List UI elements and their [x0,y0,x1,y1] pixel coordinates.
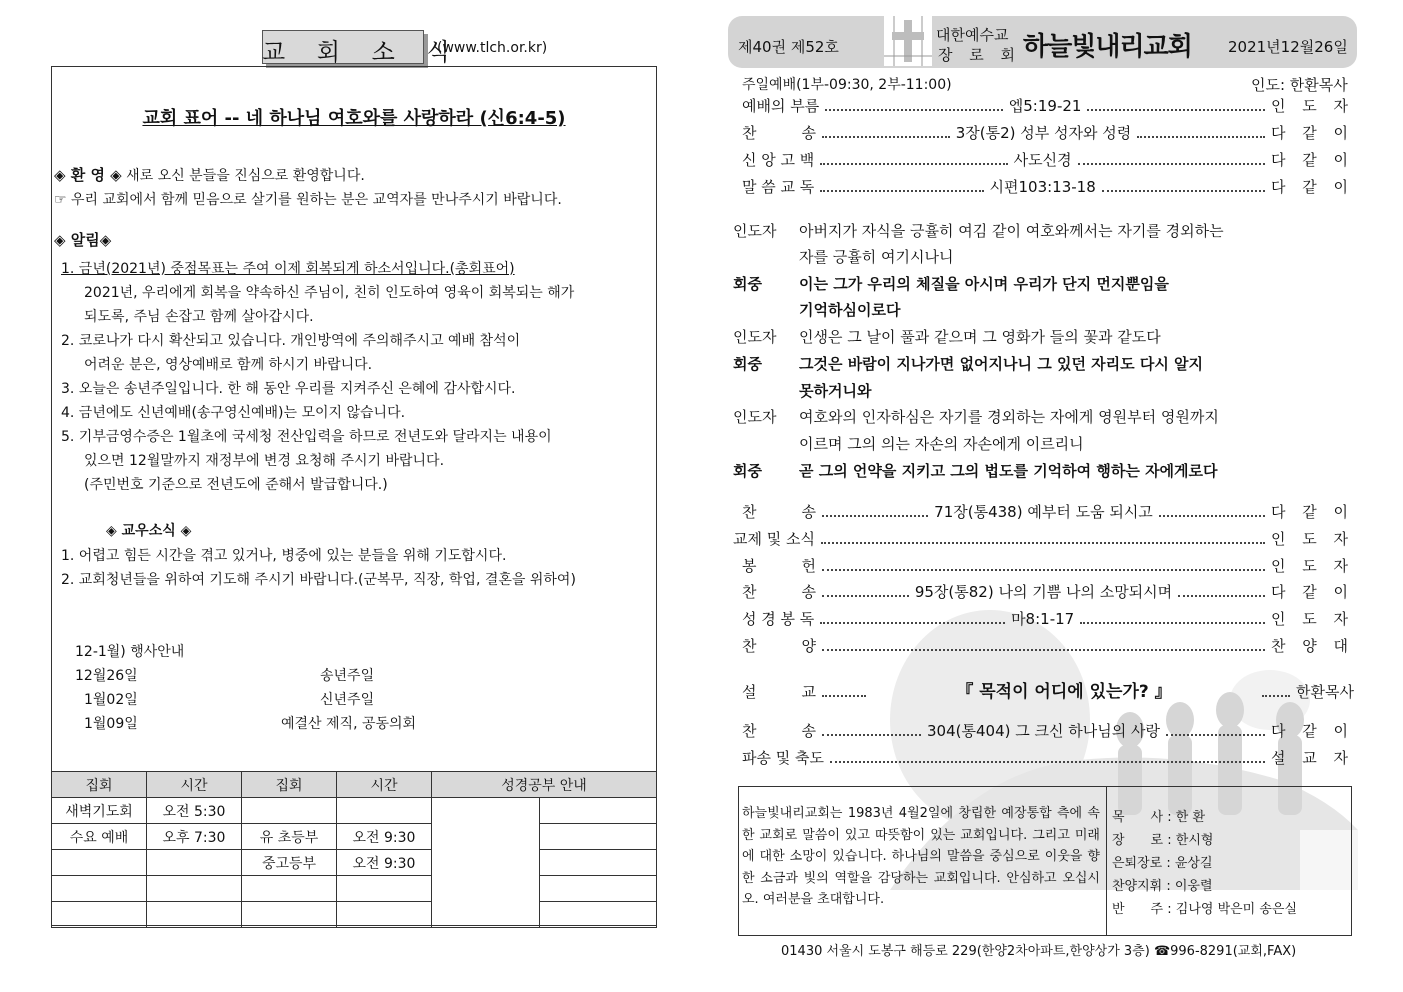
church-logo-icon [884,16,932,66]
order-label: 설 교 [742,683,816,701]
order-detail: 마8:1-17 [1011,610,1075,628]
bible-study-cell [432,798,540,928]
table-cell: 중고등부 [242,850,337,876]
order-responsible: 다 같 이 [1271,124,1355,142]
staff-entry: 반 주 : 김나영 박은미 송은실 [1112,902,1298,917]
order-detail: 3장(통2) 성부 성자와 성령 [955,124,1132,142]
order-item [742,607,1354,629]
order-responsible: 인 도 자 [1270,530,1354,548]
service-time: 주일예배(1부-09:30, 2부-11:00) [742,77,952,93]
reading-line: 여호와의 인자하심은 자기를 경외하는 자에게 영원부터 영원까지 [799,408,1219,426]
members-heading: ◈ 교우소식 ◈ [106,523,192,539]
dot-leader [1078,162,1265,165]
staff-entry: 은퇴장로 : 윤상길 [1112,856,1213,871]
dot-leader [1087,108,1265,111]
dot-leader [820,162,1007,165]
order-label: 예배의 부름 [742,97,820,115]
reading-speaker: 인도자 [733,222,777,240]
dot-leader [1159,514,1265,517]
notices-heading: ◈ 알림◈ [54,231,112,249]
order-item [742,175,1354,197]
order-label: 말 씀 교 독 [742,178,815,196]
dot-leader [1102,189,1265,192]
table-cell [337,798,432,824]
church-introduction: 하늘빛내리교회는 1983년 4월2일에 창립한 예장통합 측에 속한 교회로 말씀이 있고 따뜻함이 있는 교회입니다. 그리고 미래에 대한 소망이 있습니다. 하나님의 말씀을 중심으로 이웃을 향한 소금과 빛의 역할을 감당하는 교회입니다. 안심하고 오십시오. 여러분을 초대합니다. [742,806,1100,907]
church-motto: 교회 표어 -- 네 하나님 여호와를 사랑하라 (신6:4-5) [142,108,566,129]
reading-speaker: 회중 [733,355,762,373]
staff-entry: 찬양지휘 : 이웅렬 [1112,879,1213,894]
events-heading: 12-1월) 행사안내 [75,644,185,660]
table-cell [242,902,337,928]
website-url[interactable]: (www.tlch.or.kr) [437,40,548,56]
col-header: 시간 [147,772,242,798]
order-label: 찬 송 [742,503,816,521]
event-name: 송년주일 [320,668,375,684]
order-item [733,527,1354,549]
reading-line: 아버지가 자식을 긍휼히 여김 같이 여호와께서는 자기를 경외하는 [799,222,1224,240]
order-item [742,148,1354,170]
reading-line: 이는 그가 우리의 체질을 아시며 우리가 단지 먼지뿐임을 [799,275,1169,293]
dot-leader [1178,594,1265,597]
denomination: 대한예수교 [936,26,1009,44]
dot-leader [822,648,1265,651]
table-row [52,798,657,824]
order-responsible: 인 도 자 [1271,610,1355,628]
dot-leader [822,733,921,736]
col-header: 집회 [242,772,337,798]
order-item [742,94,1354,116]
event-date: 1월09일 [84,716,138,732]
table-cell [540,876,657,902]
order-item [742,121,1354,143]
dot-leader [1080,621,1265,624]
order-label: 봉 헌 [742,557,816,575]
volume-number: 제40권 제52호 [738,38,839,56]
order-responsible: 인 도 자 [1271,97,1355,115]
sermon-row [742,676,1354,702]
order-label: 찬 양 [742,637,816,655]
notice-line-4: 2. 코로나가 다시 확산되고 있습니다. 개인방역에 주의해주시고 예배 참석이 [61,333,521,349]
reading-speaker: 회중 [733,462,762,480]
dot-leader [822,594,909,597]
event-name: 예결산 제직, 공동의회 [281,716,417,732]
dot-leader [822,568,1265,571]
sermon-title: 『 목적이 어디에 있는가? 』 [956,682,1172,702]
church-name: 하늘빛내리교회 [1023,32,1192,62]
event-date: 12월26일 [75,668,138,684]
dot-leader [822,514,928,517]
table-cell: 오전 9:30 [337,824,432,850]
order-responsible: 설 교 자 [1270,749,1354,767]
col-header: 성경공부 안내 [432,772,657,798]
order-responsible: 다 같 이 [1271,722,1355,740]
order-responsible: 다 같 이 [1270,151,1354,169]
order-detail: 95장(통82) 나의 기쁨 나의 소망되시며 [914,583,1173,601]
reading-speaker: 인도자 [733,408,777,426]
order-item [742,634,1354,656]
welcome-text: 새로 오신 분들을 진심으로 환영합니다. [126,168,365,184]
reading-speaker: 회중 [733,275,762,293]
member-news-2: 2. 교회청년들을 위하여 기도해 주시기 바랍니다.(군복무, 직장, 학업, 결혼을 위하여) [61,572,576,588]
table-cell [147,850,242,876]
reading-line: 못하거니와 [799,382,872,400]
worship-leader: 인도: 한환목사 [1251,76,1348,94]
dot-leader [822,694,866,697]
bulletin-date: 2021년12월26일 [1228,38,1348,56]
schedule-table [51,771,657,928]
notice-line-9: 있으면 12월말까지 재정부에 변경 요청해 주시기 바랍니다. [84,453,445,469]
dot-leader [822,135,950,138]
table-cell: 수요 예배 [52,824,147,850]
order-label: 찬 송 [742,583,816,601]
notice-line-3: 되도록, 주님 손잡고 함께 살아갑시다. [84,309,314,325]
table-cell [147,902,242,928]
order-responsible: 인 도 자 [1270,557,1354,575]
table-cell [540,902,657,928]
dot-leader [825,108,1003,111]
table-cell: 오전 5:30 [147,798,242,824]
table-row [52,824,657,850]
order-label: 성 경 봉 독 [742,610,815,628]
order-label: 교제 및 소식 [733,530,815,548]
table-cell: 새벽기도회 [52,798,147,824]
reading-line: 곧 그의 언약을 지키고 그의 법도를 기억하여 행하는 자에게로다 [799,462,1218,480]
order-item [742,580,1354,602]
notice-line-2: 2021년, 우리에게 회복을 약속하신 주님이, 친히 인도하여 영육이 회복되는 해가 [84,285,575,301]
table-cell [147,876,242,902]
order-responsible: 다 같 이 [1271,503,1355,521]
denomination-sub: 장 로 회 [938,46,1022,64]
dot-leader [1137,135,1265,138]
table-cell: 오후 7:30 [147,824,242,850]
table-row [52,876,657,902]
table-row [52,850,657,876]
table-row [52,902,657,928]
order-detail: 엡5:19-21 [1008,97,1082,115]
order-responsible: 찬 양 대 [1270,637,1354,655]
notice-line-1: 1. 금년(2021년) 중점목표는 주여 이제 회복되게 하소서입니다.(총회표어) [61,261,515,277]
table-cell [242,876,337,902]
dot-leader [830,760,1265,763]
table-cell [242,798,337,824]
order-item [742,746,1354,768]
notice-line-7: 4. 금년에도 신년예배(송구영신예배)는 모이지 않습니다. [61,405,406,421]
info-divider [1106,786,1107,936]
order-item [742,554,1354,576]
table-cell [540,824,657,850]
table-cell [337,876,432,902]
dot-leader [821,541,1265,544]
order-label: 신 앙 고 백 [742,151,815,169]
table-cell [52,850,147,876]
member-news-1: 1. 어렵고 힘든 시간을 겪고 있거나, 병중에 있는 분들을 위해 기도합시다. [61,548,507,564]
order-detail: 사도신경 [1013,151,1072,169]
col-header: 집회 [52,772,147,798]
reading-line: 그것은 바람이 지나가면 없어지나니 그 있던 자리도 다시 알지 [799,355,1204,373]
welcome-note: ☞ 우리 교회에서 함께 믿음으로 살기를 원하는 분은 교역자를 만나주시기 바랍니다. [54,192,562,208]
reading-line: 자를 긍휼히 여기시나니 [799,248,954,266]
table-cell: 오전 9:30 [337,850,432,876]
dot-leader [1262,694,1290,697]
table-cell [540,850,657,876]
table-cell [52,902,147,928]
notice-line-6: 3. 오늘은 송년주일입니다. 한 해 동안 우리를 지켜주신 은혜에 감사합시다. [61,381,516,397]
table-cell: 유 초등부 [242,824,337,850]
reading-line: 기억하심이로다 [799,301,901,319]
welcome-heading: ◈ 환 영 ◈ [54,166,122,184]
welcome-section [54,164,365,185]
order-label: 파송 및 축도 [742,749,824,767]
notice-line-8: 5. 기부금영수증은 1월초에 국세청 전산입력을 하므로 전년도와 달라지는 내용이 [61,429,552,445]
staff-entry: 장 로 : 한시형 [1112,833,1214,848]
order-label: 찬 송 [742,722,816,740]
notice-line-5: 어려운 분은, 영상예배로 함께 하시기 바랍니다. [84,357,373,373]
table-header-row [52,772,657,798]
staff-entry: 목 사 : 한 환 [1112,810,1206,825]
order-label: 찬 송 [742,124,816,142]
order-detail: 304(통404) 그 크신 하나님의 사랑 [927,722,1160,740]
notice-line-10: (주민번호 기준으로 전년도에 준해서 발급합니다.) [84,477,388,493]
order-detail: 71장(통438) 예부터 도움 되시고 [934,503,1153,521]
page-title: 교 회 소 식 [262,38,462,66]
church-address: 01430 서울시 도봉구 해등로 229(한양2차아파트,한양상가 3층) ☎996-8291(교회,FAX) [781,944,1297,959]
preacher: 한환목사 [1296,683,1354,701]
reading-speaker: 인도자 [733,328,777,346]
dot-leader [1166,733,1265,736]
order-item [742,719,1354,741]
order-responsible: 다 같 이 [1271,178,1355,196]
reading-line: 인생은 그 날이 풀과 같으며 그 영화가 들의 꽃과 같도다 [799,328,1161,346]
table-cell [540,798,657,824]
reading-line: 이르며 그의 의는 자손의 자손에게 이르리니 [799,435,1084,453]
order-detail: 시편103:13-18 [989,178,1096,196]
table-cell [337,902,432,928]
table-cell [52,876,147,902]
order-item [742,500,1354,522]
event-date: 1월02일 [84,692,138,708]
col-header: 시간 [337,772,432,798]
event-name: 신년주일 [320,692,375,708]
dot-leader [820,621,1005,624]
dot-leader [820,189,983,192]
order-responsible: 다 같 이 [1271,583,1355,601]
